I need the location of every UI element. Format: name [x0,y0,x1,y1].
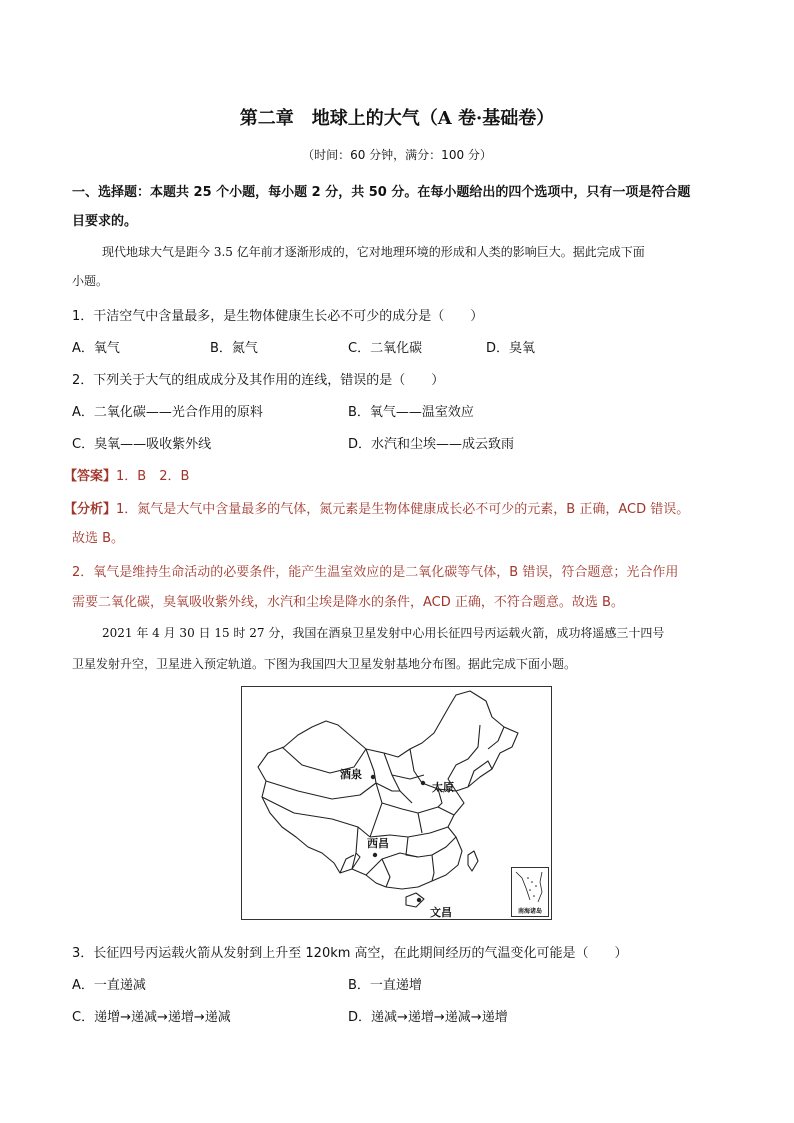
map-label-jiuquan: 酒泉 [340,768,362,781]
question-2-option-c[interactable]: C．臭氧——吸收紫外线 [72,437,212,452]
analysis-text-1: 1．氮气是大气中含量最多的气体，氮元素是生物体健康成长必不可少的元素，B 正确，ACD 错误。 [116,502,690,517]
analysis-line1 [64,498,689,517]
question-3-option-b[interactable]: B．一直递增 [348,978,422,993]
analysis-line2: 故选 B。 [72,531,125,546]
question-1-option-d[interactable]: D．臭氧 [486,341,536,356]
section-heading-line2: 目要求的。 [72,214,138,229]
question-1-stem: 1．干洁空气中含量最多，是生物体健康生长必不可少的成分是（ ） [72,309,484,324]
analysis-line3: 2．氧气是维持生命活动的必要条件，能产生温室效应的是二氧化碳等气体，B 错误，符合题意；光合作用 [72,565,679,580]
answer-line [64,465,189,484]
answer-label: 【答案】 [64,469,117,484]
china-map-icon [242,687,551,919]
question-1-option-b[interactable]: B．氮气 [210,341,258,356]
question-3-option-a[interactable]: A．一直递减 [72,978,146,993]
analysis-line4: 需要二氧化碳，臭氧吸收紫外线，水汽和尘埃是降水的条件，ACD 正确，不符合题意。故选 B。 [72,595,624,610]
question-1-option-a[interactable]: A．氧气 [72,341,120,356]
china-launch-sites-map [241,686,552,920]
question-2-stem: 2．下列关于大气的组成成分及其作用的连线，错误的是（ ） [72,373,445,388]
islands-icon [512,868,548,908]
map-label-taiyuan: 太原 [432,781,454,794]
page-title: 第二章 地球上的大气（A 卷·基础卷） [239,108,555,129]
question-3-option-d[interactable]: D．递减→递增→递减→递增 [348,1010,508,1025]
passage2-line2: 卫星发射升空，卫星进入预定轨道。下图为我国四大卫星发射基地分布图。据此完成下面小题。 [72,657,577,671]
map-label-xichang: 西昌 [367,837,389,850]
page-subtitle: （时间：60 分钟，满分：100 分） [302,148,492,162]
section-heading-line1: 一、选择题：本题共 25 个小题，每小题 2 分，共 50 分。在每小题给出的四个选项中，只有一项是符合题 [72,185,691,200]
analysis-label: 【分析】 [64,502,117,517]
question-2-option-d[interactable]: D．水汽和尘埃——成云致雨 [348,437,515,452]
question-3-option-c[interactable]: C．递增→递减→递增→递减 [72,1010,231,1025]
question-2-option-a[interactable]: A．二氧化碳——光合作用的原料 [72,405,263,420]
question-1-option-c[interactable]: C．二氧化碳 [348,341,423,356]
answer-text: 1．B 2．B [116,469,190,484]
passage1-line2: 小题。 [72,274,109,288]
passage1-line1: 现代地球大气是距今 3.5 亿年前才逐渐形成的，它对地理环境的形成和人类的影响巨大。据此完成下面 [102,245,645,259]
question-3-stem: 3．长征四号丙运载火箭从发射到上升至 120km 高空，在此期间经历的气温变化可能是（ ） [72,946,628,961]
question-2-option-b[interactable]: B．氧气——温室效应 [348,405,474,420]
map-label-wenchang: 文昌 [430,906,452,919]
inset-label: 南海诸岛 [517,908,542,915]
passage2-line1: 2021 年 4 月 30 日 15 时 27 分，我国在酒泉卫星发射中心用长征四号丙运载火箭，成功将遥感三十四号 [102,626,665,640]
south-china-sea-inset [511,867,549,917]
